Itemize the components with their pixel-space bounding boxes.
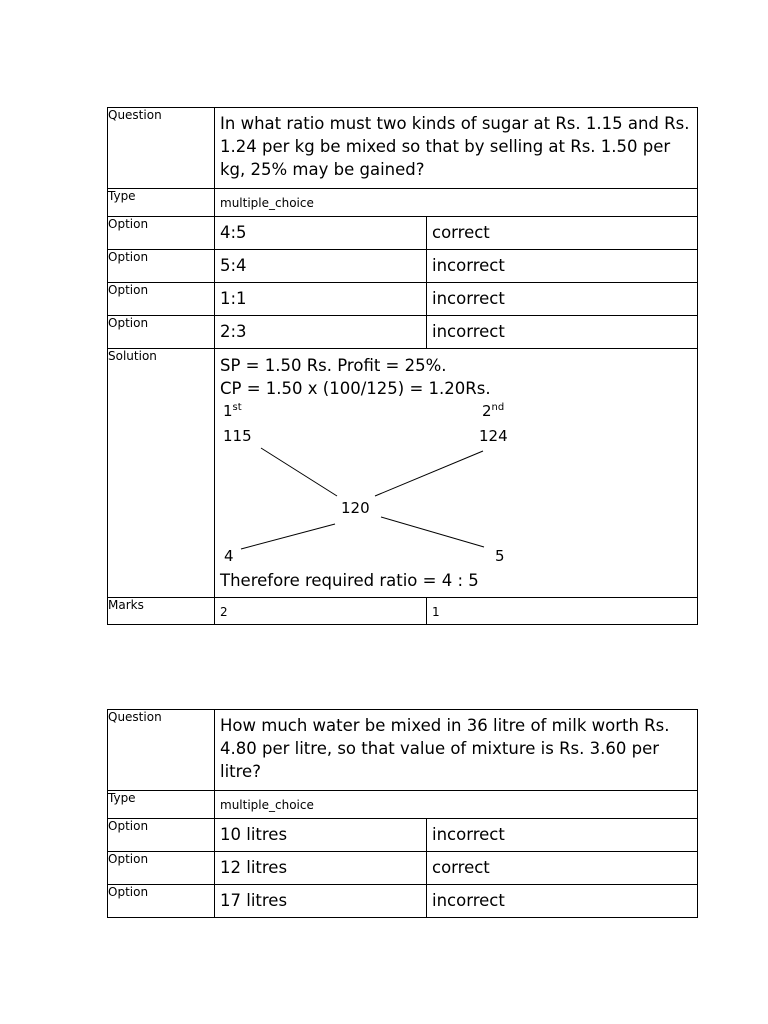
solution-conclusion: Therefore required ratio = 4 : 5 <box>220 571 479 590</box>
marks-positive: 2 <box>215 598 427 625</box>
option-row <box>108 217 698 250</box>
option-status: correct <box>427 217 698 250</box>
solution-line-2: CP = 1.50 x (100/125) = 1.20Rs. <box>220 379 491 398</box>
second-label: 2nd <box>482 402 505 420</box>
option-label: Option <box>108 283 215 316</box>
option-row <box>108 250 698 283</box>
option-label: Option <box>108 217 215 250</box>
question-row <box>108 710 698 791</box>
option-status: incorrect <box>427 316 698 349</box>
option-text: 4:5 <box>215 217 427 250</box>
option-status: incorrect <box>427 819 698 852</box>
cross-line-upper-right <box>375 451 483 496</box>
option-status: incorrect <box>427 250 698 283</box>
type-label: Type <box>108 189 215 217</box>
question-table-1 <box>107 107 698 625</box>
option-row <box>108 316 698 349</box>
type-value: multiple_choice <box>215 189 698 217</box>
marks-negative: 1 <box>427 598 698 625</box>
option-status: correct <box>427 852 698 885</box>
question-label: Question <box>108 710 215 791</box>
option-text: 12 litres <box>215 852 427 885</box>
solution-content <box>215 349 698 598</box>
option-label: Option <box>108 885 215 918</box>
type-row <box>108 791 698 819</box>
option-text: 17 litres <box>215 885 427 918</box>
option-label: Option <box>108 852 215 885</box>
question-label: Question <box>108 108 215 189</box>
option-status: incorrect <box>427 283 698 316</box>
solution-label: Solution <box>108 349 215 598</box>
second-value: 124 <box>479 427 508 445</box>
solution-row <box>108 349 698 598</box>
marks-row <box>108 598 698 625</box>
option-row <box>108 819 698 852</box>
question-table-2 <box>107 709 698 918</box>
option-label: Option <box>108 250 215 283</box>
first-value: 115 <box>223 427 252 445</box>
option-text: 2:3 <box>215 316 427 349</box>
option-text: 1:1 <box>215 283 427 316</box>
cross-line-lower-right <box>381 517 484 547</box>
option-label: Option <box>108 316 215 349</box>
ratio-left: 4 <box>224 547 234 565</box>
option-row <box>108 885 698 918</box>
option-text: 10 litres <box>215 819 427 852</box>
type-value: multiple_choice <box>215 791 698 819</box>
option-row <box>108 852 698 885</box>
option-row <box>108 283 698 316</box>
ratio-right: 5 <box>495 547 505 565</box>
question-text: How much water be mixed in 36 litre of milk worth Rs. 4.80 per litre, so that value of mixture is Rs. 3.60 per litre? <box>215 710 698 791</box>
type-row <box>108 189 698 217</box>
cross-line-lower-left <box>241 524 335 549</box>
option-label: Option <box>108 819 215 852</box>
mean-value: 120 <box>341 499 370 517</box>
cross-line-upper-left <box>261 448 337 496</box>
type-label: Type <box>108 791 215 819</box>
solution-line-1: SP = 1.50 Rs. Profit = 25%. <box>220 356 447 375</box>
question-text: In what ratio must two kinds of sugar at Rs. 1.15 and Rs. 1.24 per kg be mixed so that by selling at Rs. 1.50 per kg, 25% may be gained? <box>215 108 698 189</box>
marks-label: Marks <box>108 598 215 625</box>
question-row <box>108 108 698 189</box>
alligation-cross-diagram <box>215 349 697 597</box>
option-status: incorrect <box>427 885 698 918</box>
option-text: 5:4 <box>215 250 427 283</box>
first-label: 1st <box>223 402 242 420</box>
